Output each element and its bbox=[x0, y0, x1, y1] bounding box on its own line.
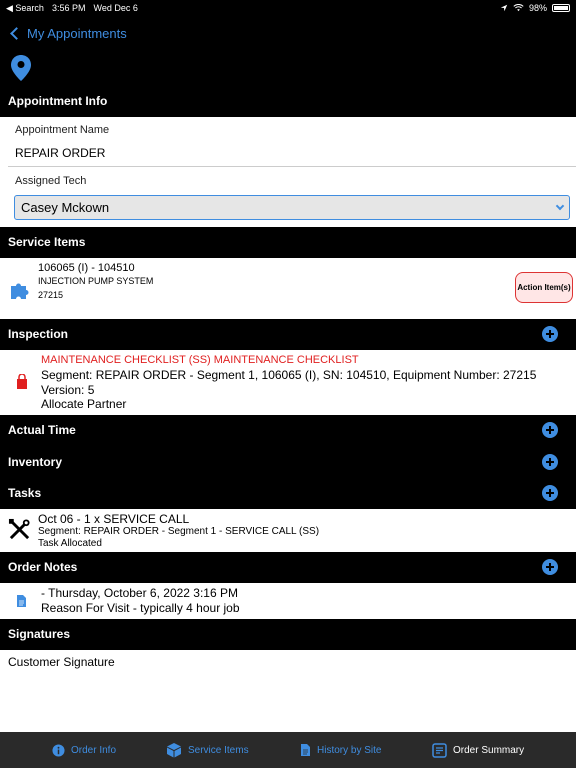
back-to-app-link[interactable]: ◀ Search bbox=[6, 2, 44, 13]
actual-time-header bbox=[0, 415, 576, 445]
battery-icon bbox=[552, 4, 570, 12]
tab-bar bbox=[0, 732, 576, 768]
location-arrow-icon bbox=[500, 4, 508, 12]
tab-label: Order Summary bbox=[453, 744, 525, 756]
tab-label: Order Info bbox=[71, 744, 117, 756]
section-title: Inspection bbox=[8, 327, 69, 341]
signatures-panel bbox=[0, 650, 576, 732]
back-button[interactable] bbox=[8, 26, 127, 41]
section-title: Service Items bbox=[8, 235, 86, 249]
inspection-status: Allocate Partner bbox=[41, 397, 127, 411]
assigned-tech-select[interactable] bbox=[14, 195, 570, 220]
info-icon bbox=[52, 744, 65, 757]
tab-order-info[interactable] bbox=[52, 744, 116, 757]
inventory-header bbox=[0, 447, 576, 477]
customer-signature-item[interactable]: Customer Signature bbox=[8, 655, 115, 669]
inspection-header bbox=[0, 319, 576, 349]
inspection-version: Version: 5 bbox=[41, 383, 95, 397]
service-item-title: 106065 (I) - 104510 bbox=[38, 262, 135, 274]
appointment-name-field[interactable]: REPAIR ORDER bbox=[15, 146, 106, 160]
tab-label: History by Site bbox=[317, 744, 382, 756]
summary-icon bbox=[432, 743, 447, 758]
document-icon bbox=[300, 743, 311, 757]
tab-order-summary[interactable] bbox=[432, 743, 524, 758]
chevron-left-icon bbox=[10, 27, 23, 40]
assigned-tech-label: Assigned Tech bbox=[15, 175, 87, 187]
service-item-subtitle: INJECTION PUMP SYSTEM bbox=[38, 276, 154, 286]
appointment-info-panel bbox=[0, 117, 576, 227]
order-note-row[interactable] bbox=[0, 583, 576, 619]
add-actual-time-icon[interactable] bbox=[542, 422, 558, 438]
section-title: Actual Time bbox=[8, 423, 76, 437]
section-title: Inventory bbox=[8, 455, 63, 469]
shopping-bag-icon bbox=[16, 374, 28, 390]
note-document-icon bbox=[16, 594, 27, 608]
inspection-row[interactable] bbox=[0, 350, 576, 415]
service-items-header bbox=[0, 227, 576, 257]
divider bbox=[8, 166, 576, 167]
tasks-header bbox=[0, 478, 576, 508]
inspection-segment: Segment: REPAIR ORDER - Segment 1, 106065 (I), SN: 104510, Equipment Number: 27215 bbox=[41, 368, 537, 382]
service-item-number: 27215 bbox=[38, 290, 64, 300]
section-title: Signatures bbox=[8, 627, 71, 641]
assigned-tech-value: Casey Mckown bbox=[21, 200, 110, 215]
status-date: Wed Dec 6 bbox=[93, 2, 138, 13]
navigation-bar bbox=[0, 16, 576, 50]
add-inspection-icon[interactable] bbox=[542, 326, 558, 342]
status-time: 3:56 PM bbox=[51, 2, 86, 13]
task-title: Oct 06 - 1 x SERVICE CALL bbox=[38, 512, 190, 526]
tab-label: Service Items bbox=[188, 744, 249, 756]
section-title: Appointment Info bbox=[8, 94, 108, 108]
action-items-button[interactable]: Action Item(s) bbox=[515, 272, 573, 303]
status-bar bbox=[0, 0, 576, 16]
tab-history-by-site[interactable] bbox=[300, 743, 381, 757]
service-item-row[interactable] bbox=[0, 258, 576, 319]
order-note-date: - Thursday, October 6, 2022 3:16 PM bbox=[41, 586, 238, 600]
section-title: Order Notes bbox=[8, 560, 78, 574]
tools-icon bbox=[8, 518, 31, 541]
order-notes-header bbox=[0, 552, 576, 582]
inspection-title: MAINTENANCE CHECKLIST (SS) MAINTENANCE CHECKLIST bbox=[41, 354, 359, 366]
signatures-header bbox=[0, 619, 576, 649]
task-row[interactable] bbox=[0, 509, 576, 552]
battery-percent: 98% bbox=[528, 3, 547, 13]
appointment-name-label: Appointment Name bbox=[15, 124, 110, 136]
add-order-note-icon[interactable] bbox=[542, 559, 558, 575]
task-segment: Segment: REPAIR ORDER - Segment 1 - SERVICE CALL (SS) bbox=[38, 526, 320, 537]
add-task-icon[interactable] bbox=[542, 485, 558, 501]
puzzle-icon bbox=[9, 280, 31, 300]
chevron-down-icon bbox=[556, 202, 564, 210]
wifi-icon bbox=[513, 4, 524, 12]
section-title: Tasks bbox=[8, 486, 42, 500]
add-inventory-icon[interactable] bbox=[542, 454, 558, 470]
box-icon bbox=[166, 742, 182, 758]
order-note-text: Reason For Visit - typically 4 hour job bbox=[41, 601, 240, 615]
tab-service-items[interactable] bbox=[166, 742, 249, 758]
appointment-info-header bbox=[0, 86, 576, 116]
task-status: Task Allocated bbox=[38, 538, 102, 549]
back-button-label: My Appointments bbox=[27, 25, 127, 41]
map-pin-icon[interactable] bbox=[10, 54, 32, 82]
